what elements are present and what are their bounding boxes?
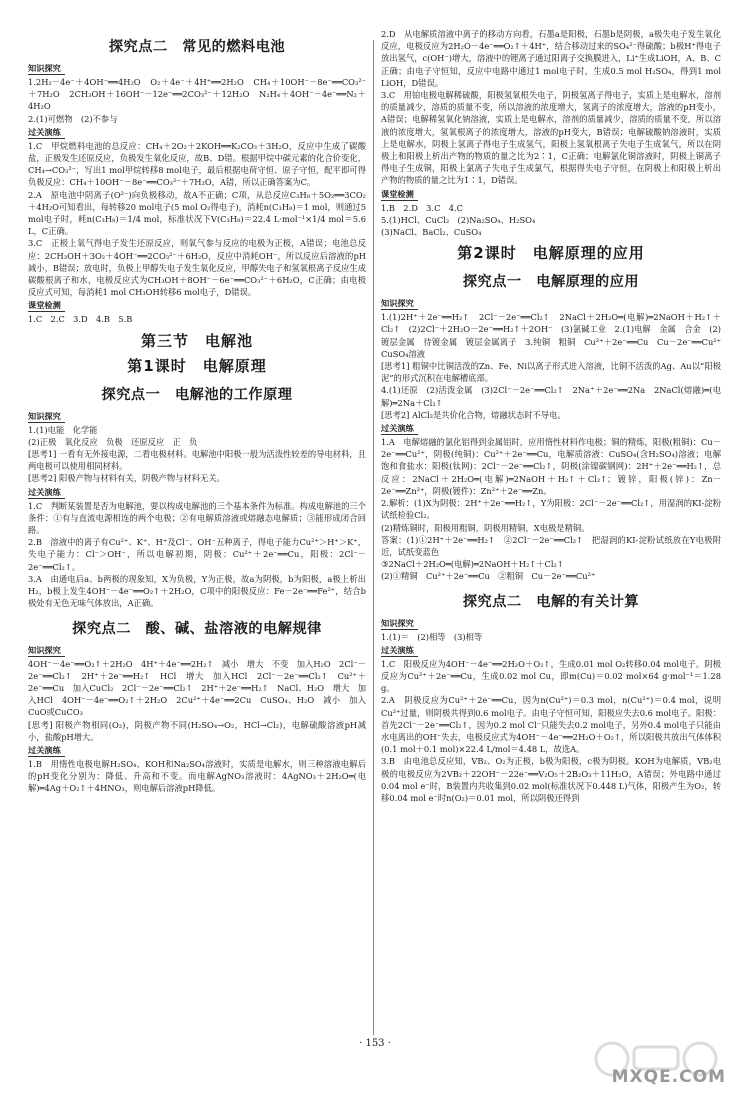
subheading-tag: 过关演练: [381, 645, 418, 657]
paragraph: 2.D 从电解质溶液中离子的移动方向看，石墨a是阳极，石墨b是阴极，a极失电子发生氧化反应，电极反应为2H₂O－4e⁻══O₂↑＋4H⁺，结合移动过来的SO₄²⁻得硫酸；b极H⁺得电子放出氢气，c(OH⁻)增大，溶液中的锂离子通过阳离子交换膜进入，Li⁺生成LiOH，A、B、C正确；由电子守恒知，反应中电路中通过1 mol电子时，生成0.5 mol H₂SO₄，得到1 mol LiOH，D错误。: [381, 29, 721, 88]
subheading-tag: 过关演练: [381, 423, 418, 435]
section-heading: 探究点二 电解的有关计算: [462, 593, 640, 610]
subheading-tag: 知识探究: [28, 645, 65, 657]
page-number: · 153 ·: [359, 1038, 391, 1049]
paragraph: 1.(1)＝ (2)相等 (3)相等: [381, 631, 483, 642]
subheading-tag: 过关演练: [28, 487, 65, 499]
section-heading: 探究点一 电解原理的应用: [462, 274, 640, 291]
paragraph: 3.B 由电池总反应知，VB₂、O₂为正极，b极为阳极，c极为阴极。KOH为电解质，VB₂电极的电极反应为2VB₂＋22OH⁻－22e⁻══V₂O₅＋2B₂O₃＋11H₂O，A错误；外电路中通过0.04 mol e⁻时，B装置内共收集到0.02 mol(标准状况下0.448 L)气体，阳极产生为O₂，转移0.04 mol e⁻时n(O₂)＝0.01 mol，所以阴极还得到: [381, 756, 721, 803]
subheading-tag: 知识探究: [381, 298, 418, 310]
paragraph: (3)NaCl、BaCl₂、CuSO₄: [381, 227, 482, 238]
paragraph: 4.(1)还原 (2)活泼金属 (3)2Cl⁻－2e⁻══Cl₂↑ 2Na⁺＋2e⁻══2Na 2NaCl(熔融)═(电解)═2Na＋Cl₂↑: [381, 385, 721, 408]
lesson-heading: 第1课时 电解原理: [127, 356, 267, 375]
watermark-text: MXQE.COM: [611, 1067, 726, 1087]
paragraph: 2.(1)可燃物 (2)不参与: [28, 113, 118, 124]
lesson-heading: 第2课时 电解原理的应用: [457, 244, 645, 263]
paragraph: 3.C 用铂电极电解稀硫酸，阳极氢氧根失电子，阴极氢离子得电子，实质上是电解水，溶剂的质量减少，溶质的质量不变，所以溶液的浓度增大，氢离子的浓度增大，溶液的pH变小，A错误；电解稀氢氧化钠溶液，实质上是电解水，溶剂的质量减少，溶质的质量不变，所以溶液的浓度增大，氢氧根离子的浓度增大，溶液的pH变大，B错误；电解硫酸钠溶液时，实质上是电解水，阴极上氢离子得电子生成氢气，阳极上氢氧根离子失电子生成氧气，所以在阴极上和阳极上析出产物的物质的量之比为2∶1，C正确；电解氯化铜溶液时，阴极上铜离子得电子生成铜，阳极上氯离子失电子生成氯气，根据得失电子守恒，在阴极上和阳极上析出产物的物质的量之比为1∶1，D错误。: [381, 90, 721, 186]
paragraph: 1.B 用惰性电极电解H₂SO₄、KOH和Na₂SO₄溶液时，实质是电解水，则三种溶液电解后的pH变化分别为：降低、升高和不变。而电解AgNO₃溶液时：4AgNO₃＋2H₂O═(电解)═4Ag＋O₂↑＋4HNO₃，则电解后溶液pH降低。: [28, 758, 366, 794]
paragraph: [思考] 阳极产物相同(O₂)，阴极产物不同(H₂SO₄→O₂，HCl→Cl₂)，电解硫酸溶液pH减小，盐酸pH增大。: [28, 719, 366, 742]
section-heading: 探究点一 电解池的工作原理: [101, 386, 293, 403]
column-divider: [373, 40, 374, 1035]
paragraph: 3.C 正极上氧气得电子发生还原反应，则氧气参与反应的电极为正极，A错误；电池总反应：2CH₃OH＋3O₂＋4OH⁻══2CO₃²⁻＋6H₂O，反应中消耗OH⁻，所以反应后溶液的pH减小，B错误；放电时，负极上甲醇失电子发生氧化反应，甲醇失电子和氢氧根离子反应生成碳酸根离子和水，电极反应式为CH₃OH＋8OH⁻－6e⁻══CO₃²⁻＋6H₂O，C正确；由电极反应式可知，每消耗1 mol CH₃OH转移6 mol电子，D错误。: [28, 238, 366, 298]
paragraph: [思考2] 阳极产物与材料有关，阴极产物与材料无关。: [28, 473, 225, 484]
paragraph: 1.A 电解熔融的氯化铝得到金属铝时，应用惰性材料作电极；铜的精炼，阳极(粗铜)：Cu－2e⁻══Cu²⁺，阴极(纯铜)：Cu²⁺＋2e⁻══Cu，电解质溶液：CuSO₄(含H₂SO₄)溶液；电解饱和食盐水：阳极(钛网)：2Cl⁻－2e⁻══Cl₂↑，阴极(涂镍碳钢网)：2H⁺＋2e⁻══H₂↑，总反应：2NaCl＋2H₂O═(电解)═2NaOH＋H₂↑＋Cl₂↑；镀锌，阳极(锌)：Zn－2e⁻══Zn²⁺，阴极(镀件)：Zn²⁺＋2e⁻══Zn。: [381, 437, 721, 496]
paragraph: 2.A 原电池中阴离子(O²⁻)向负极移动，故A不正确；C项，从总反应C₃H₈＋5O₂══3CO₂＋4H₂O可知看出，每转移20 mol电子(5 mol O₂得电子)，消耗n(C₃H₈)＝1 mol，则通过5 mol电子时，耗n(C₃H₈)＝1/4 mol，标准状况下V(C₃H₈)＝22.4 L·mol⁻¹×1/4 mol＝5.6 L，C正确。: [28, 189, 366, 237]
paragraph: 1.C 2.C 3.D 4.B 5.B: [28, 314, 133, 325]
paragraph: 1.C 甲烷燃料电池的总反应：CH₄＋2O₂＋2KOH══K₂CO₃＋3H₂O，反应中生成了碳酸盐，正极发生还原反应，负极发生氧化反应，故B、D错。根据甲烷中碳元素的化合价变化，CH₄→CO₃²⁻，写出1 mol甲烷转移8 mol电子，最后根据电荷守恒、原子守恒，配平即可得负极反应：CH₄＋10OH⁻－8e⁻══CO₃²⁻＋7H₂O，A错，所以正确答案为C。: [28, 140, 366, 188]
paragraph: 4OH⁻－4e⁻══O₂↑＋2H₂O 4H⁺＋4e⁻══2H₂↑ 减小 增大 不变 加入H₂O 2Cl⁻－2e⁻══Cl₂↑ 2H⁺＋2e⁻══H₂↑ HCl 增大 加入HCl 2Cl⁻－2e⁻══Cl₂↑ Cu²⁺＋2e⁻══Cu 加入CuCl₂ 2Cl⁻－2e⁻══Cl₂↑ 2H⁺＋2e⁻══H₂↑ NaCl、H₂O 增大 加入HCl 4OH⁻－4e⁻══O₂↑＋2H₂O 2Cu²⁺＋4e⁻══2Cu CuSO₄、H₂O 减小 加入CuO或CuCO₃: [28, 658, 366, 718]
paragraph: 1.2H₂－4e⁻＋4OH⁻══4H₂O O₂＋4e⁻＋4H⁺══2H₂O CH₄＋10OH⁻－8e⁻══CO₃²⁻＋7H₂O 2CH₃OH＋16OH⁻－12e⁻══2CO₃²⁻＋12H₂O N₂H₄＋4OH⁻－4e⁻══N₂＋4H₂O: [28, 77, 366, 112]
paragraph: 1.(1)电能 化学能: [28, 424, 98, 435]
paragraph: 5.(1)HCl、CuCl₂ (2)Na₂SO₄、H₂SO₄: [381, 214, 536, 225]
paragraph: ③2NaCl＋2H₂O═(电解)═2NaOH＋H₂↑＋Cl₂↑: [381, 559, 564, 570]
subheading-tag: 知识探究: [381, 618, 418, 630]
paragraph: 1.(1)2H⁺＋2e⁻══H₂↑ 2Cl⁻－2e⁻══Cl₂↑ 2NaCl＋2H₂O═(电解)═2NaOH＋H₂↑＋Cl₂↑ (2)2Cl⁻＋2H₂O－2e⁻══H₂↑＋2OH⁻ (3)氯碱工业 2.(1)电解 金属 合金 (2)镀层金属 待镀金属 镀层金属离子 3.纯铜 粗铜 Cu²⁺＋2e⁻══Cu Cu－2e⁻══Cu²⁺ CuSO₄溶液: [381, 312, 730, 359]
left-column: [28, 28, 366, 1035]
paragraph: (2)①精铜 Cu²⁺＋2e⁻══Cu ②粗铜 Cu－2e⁻══Cu²⁺: [381, 571, 596, 582]
paragraph: (2)正极 氧化反应 负极 还原反应 正 负: [28, 436, 198, 447]
subheading-tag: 过关演练: [28, 127, 65, 139]
paragraph: 2.A 阴极反应为Cu²⁺＋2e⁻══Cu，因为n(Cu²⁺)＝0.3 mol，n(Cu²⁺)＝0.4 mol，说明Cu²⁺过量，则阴极共得到0.6 mol电子。由电子守恒可知，阳极应失去0.6 mol电子。阳极：首先2Cl⁻－2e⁻══Cl₂↑，因为0.2 mol Cl⁻只能失去0.2 mol电子，另外0.4 mol电子只能由水电离出的OH⁻失去，电极反应式为4OH⁻－4e⁻══2H₂O＋O₂↑，所以阳极共放出气体体积(0.1 mol＋0.1 mol)×22.4 L/mol＝4.48 L，故选A。: [381, 695, 721, 755]
chapter-heading: 第三节 电解池: [140, 331, 253, 350]
subheading-tag: 知识探究: [28, 411, 65, 423]
paragraph: 1.C 阳极反应为4OH⁻－4e⁻══2H₂O＋O₂↑，生成0.01 mol O₂转移0.04 mol电子。阴极反应为Cu²⁺＋2e⁻══Cu，生成0.02 mol Cu，即m(Cu)＝0.02 mol×64 g·mol⁻¹＝1.28 g。: [381, 658, 721, 694]
paragraph: 2.B 溶液中的离子有Cu²⁺、K⁺、H⁺及Cl⁻、OH⁻五种离子，得电子能力Cu²⁺＞H⁺＞K⁺，失电子能力：Cl⁻＞OH⁻，所以电解初期，阴极：Cu²⁺＋2e⁻══Cu，阳极：2Cl⁻－2e⁻══Cl₂↑。: [28, 537, 366, 572]
paragraph: 答案：(1)①2H⁺＋2e⁻══H₂↑ ②2Cl⁻－2e⁻══Cl₂↑ 把湿润的KI-淀粉试纸放在Y电极附近，试纸变蓝色: [381, 534, 721, 557]
paragraph: (2)精炼铜时，阳极用粗铜，阴极用精铜，X电极是精铜。: [381, 522, 590, 533]
subheading-tag: 知识探究: [28, 63, 65, 75]
paragraph: [思考1] 粗铜中比铜活泼的Zn、Fe、Ni以离子形式进入溶液，比铜不活泼的Ag、Au以“阳极泥”的形式沉积在电解槽底部。: [381, 361, 721, 384]
right-column: [381, 28, 730, 1035]
paragraph: 1.B 2.D 3.C 4.C: [381, 202, 464, 213]
paragraph: [思考2] AlCl₃是共价化合物，熔融状态时不导电。: [381, 409, 566, 420]
paragraph: 3.A 由通电后a、b两极的现象知，X为负极，Y为正极，故a为阴极，b为阳极，a极上析出H₂，b极上发生4OH⁻－4e⁻══O₂↑＋2H₂O，C项中的阳极反应：Fe－2e⁻══Fe²⁺，结合b极处有无色无味气体放出，A正确。: [28, 573, 366, 609]
paragraph: 1.C 判断某装置是否为电解池，要以构成电解池的三个基本条件为标准。构成电解池的三个条件：①有与直流电源相连的两个电极；②有电解质溶液或熔融态电解质；③能形成闭合回路。: [28, 500, 366, 536]
paragraph: [思考1] 一看有无外接电源，二看电极材料。电解池中阳极一般为活泼性较差的导电材料，且两电极可以使用相同材料。: [28, 449, 366, 472]
section-heading: 探究点二 酸、碱、盐溶液的电解规律: [72, 620, 322, 637]
subheading-tag: 过关演练: [28, 745, 65, 757]
paragraph: 2.解析：(1)X为阴极：2H⁺＋2e⁻══H₂↑，Y为阳极：2Cl⁻－2e⁻══Cl₂↑，用湿润的KI-淀粉试纸检验Cl₂。: [381, 498, 721, 521]
subheading-tag: 课堂检测: [28, 300, 65, 312]
section-heading: 探究点二 常见的燃料电池: [108, 39, 286, 55]
subheading-tag: 课堂检测: [381, 189, 418, 201]
